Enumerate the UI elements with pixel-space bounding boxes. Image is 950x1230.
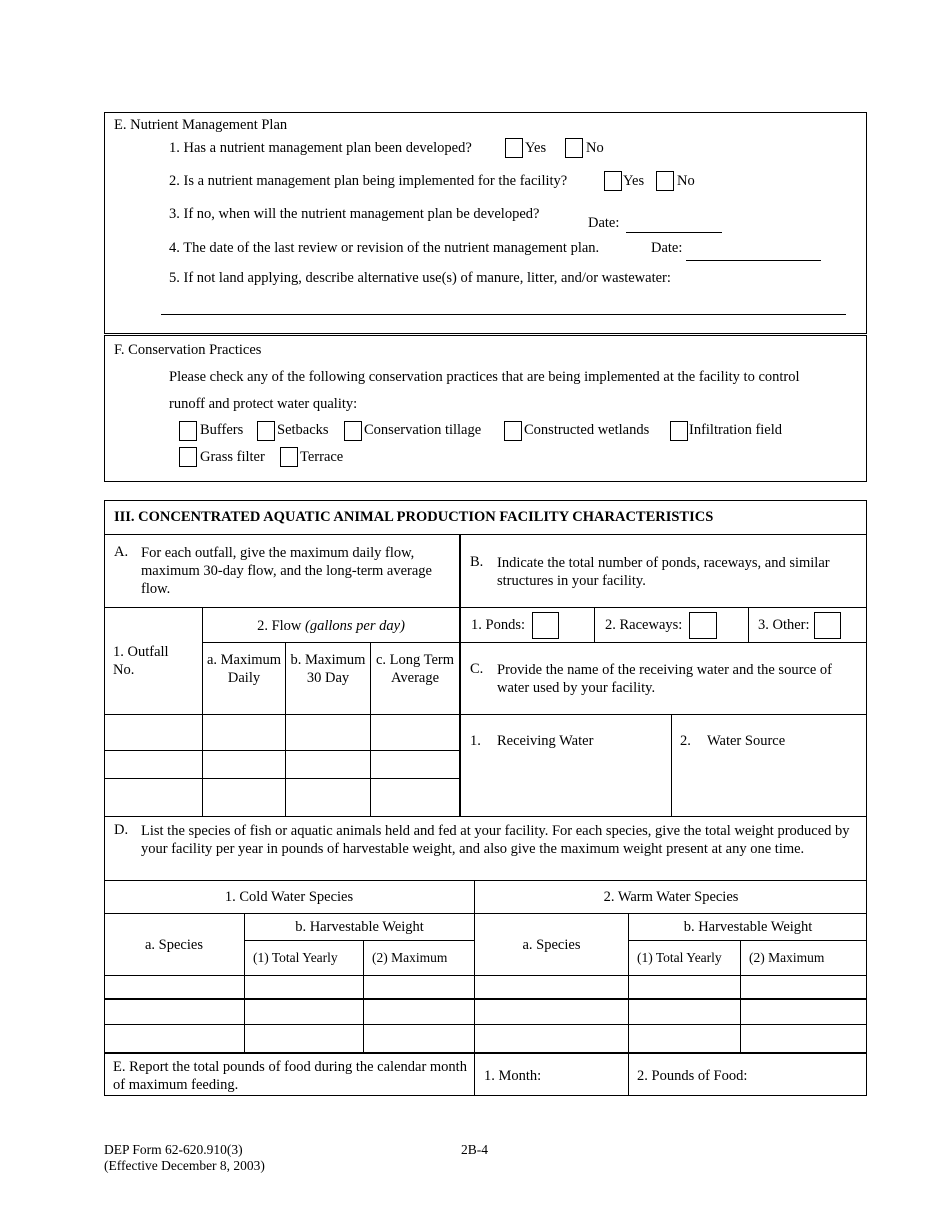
q1-no-label: No xyxy=(586,140,604,156)
part-c-text: Provide the name of the receiving water and the source of water used by your facility. xyxy=(497,662,832,696)
receiving-water-label: Receiving Water xyxy=(497,733,594,749)
infiltration-field-checkbox[interactable] xyxy=(670,421,688,441)
question-2: 2. Is a nutrient management plan being implemented for the facility? xyxy=(169,173,568,189)
divider xyxy=(104,975,867,976)
col-c-header: c. Long Term Average xyxy=(375,652,455,686)
part-d-text: List the species of fish or aquatic animals held and fed at your facility. For each species, give the total weight produced by your facility per year in pounds of harvestable weight, and also give the maximum weight present at any one time. xyxy=(141,823,850,857)
divider xyxy=(459,534,461,816)
question-3: 3. If no, when will the nutrient management plan be developed? xyxy=(169,206,540,222)
buffers-label: Buffers xyxy=(200,422,244,438)
divider xyxy=(104,880,867,881)
divider xyxy=(370,642,371,816)
cold-total-yearly-header: (1) Total Yearly xyxy=(253,950,338,965)
conservation-tillage-checkbox[interactable] xyxy=(344,421,362,441)
q5-answer-field[interactable] xyxy=(161,314,846,315)
q2-yes-checkbox[interactable] xyxy=(604,171,622,191)
table-row xyxy=(104,1024,867,1025)
ponds-input[interactable] xyxy=(532,612,559,639)
divider xyxy=(740,940,741,1053)
section-iii-title: III. CONCENTRATED AQUATIC ANIMAL PRODUCTION FACILITY CHARACTERISTICS xyxy=(114,509,714,525)
part-e-text: E. Report the total pounds of food during the calendar month of maximum feeding. xyxy=(113,1059,467,1093)
form-number: DEP Form 62-620.910(3) xyxy=(104,1142,243,1157)
divider xyxy=(244,940,474,941)
divider xyxy=(202,642,459,643)
divider xyxy=(748,607,749,642)
ponds-label: 1. Ponds: xyxy=(471,617,525,633)
divider xyxy=(104,816,867,817)
q4-date-label: Date: xyxy=(651,240,683,256)
divider xyxy=(104,913,867,914)
table-row xyxy=(104,998,867,1000)
q4-date-field[interactable] xyxy=(686,260,821,261)
question-5: 5. If not land applying, describe alternative use(s) of manure, litter, and/or wastewater: xyxy=(169,270,671,286)
q1-yes-label: Yes xyxy=(525,140,547,156)
divider xyxy=(594,607,595,642)
month-label: 1. Month: xyxy=(484,1068,542,1084)
grass-filter-checkbox[interactable] xyxy=(179,447,197,467)
terrace-label: Terrace xyxy=(300,449,344,465)
section-f-intro-line2: runoff and protect water quality: xyxy=(169,396,358,412)
flow-header xyxy=(203,617,459,635)
q1-no-checkbox[interactable] xyxy=(565,138,583,158)
flow-header-units: (gallons per day) xyxy=(305,618,405,634)
part-c-label: C. xyxy=(470,661,484,677)
cold-species-header: a. Species xyxy=(145,937,203,953)
warm-total-yearly-header: (1) Total Yearly xyxy=(637,950,722,965)
part-b-label: B. xyxy=(470,554,484,570)
warm-water-header: 2. Warm Water Species xyxy=(603,889,739,905)
other-input[interactable] xyxy=(814,612,841,639)
page-number: 2B-4 xyxy=(461,1142,488,1157)
q3-date-label: Date: xyxy=(588,215,620,231)
col-a-header: a. Maximum Daily xyxy=(206,652,282,686)
q2-no-label: No xyxy=(677,173,695,189)
section-f-intro-line1: Please check any of the following conservation practices that are being implemented at the facility to control xyxy=(169,369,800,385)
part-b-text: Indicate the total number of ponds, raceways, and similar structures in your facility. xyxy=(497,555,830,589)
cold-maximum-header: (2) Maximum xyxy=(372,950,448,965)
constructed-wetlands-checkbox[interactable] xyxy=(504,421,522,441)
constructed-wetlands-label: Constructed wetlands xyxy=(524,422,650,438)
divider xyxy=(104,1052,867,1054)
divider xyxy=(363,940,364,1053)
part-d-label: D. xyxy=(114,822,129,838)
q2-yes-label: Yes xyxy=(623,173,645,189)
divider xyxy=(104,607,867,608)
divider xyxy=(461,714,867,715)
question-1: 1. Has a nutrient management plan been developed? xyxy=(169,140,472,156)
divider xyxy=(461,642,867,643)
buffers-checkbox[interactable] xyxy=(179,421,197,441)
warm-species-header: a. Species xyxy=(522,937,581,953)
q1-yes-checkbox[interactable] xyxy=(505,138,523,158)
section-f-title: F. Conservation Practices xyxy=(114,342,262,358)
question-4: 4. The date of the last review or revision of the nutrient management plan. xyxy=(169,240,600,256)
divider xyxy=(285,642,286,816)
divider xyxy=(628,940,867,941)
receiving-water-num: 1. xyxy=(470,733,481,749)
table-row xyxy=(104,778,460,779)
part-a-text: For each outfall, give the maximum daily flow, maximum 30-day flow, and the long-term average flow. xyxy=(141,545,432,597)
section-e-title: E. Nutrient Management Plan xyxy=(114,117,288,133)
divider xyxy=(104,534,867,535)
outfall-no-header: 1. Outfall No. xyxy=(113,644,169,678)
q2-no-checkbox[interactable] xyxy=(656,171,674,191)
grass-filter-label: Grass filter xyxy=(200,449,265,465)
cold-harvestable-header: b. Harvestable Weight xyxy=(295,919,424,935)
water-source-num: 2. xyxy=(680,733,691,749)
other-label: 3. Other: xyxy=(758,617,810,633)
effective-date: (Effective December 8, 2003) xyxy=(104,1158,265,1173)
setbacks-checkbox[interactable] xyxy=(257,421,275,441)
q3-date-field[interactable] xyxy=(626,232,722,233)
col-b-header: b. Maximum 30 Day xyxy=(290,652,366,686)
infiltration-field-label: Infiltration field xyxy=(689,422,783,438)
divider xyxy=(202,607,203,816)
table-row xyxy=(104,750,460,751)
terrace-checkbox[interactable] xyxy=(280,447,298,467)
warm-maximum-header: (2) Maximum xyxy=(749,950,825,965)
part-a-label: A. xyxy=(114,544,129,560)
pounds-of-food-label: 2. Pounds of Food: xyxy=(637,1068,748,1084)
flow-header-prefix: 2. Flow xyxy=(257,618,306,634)
divider xyxy=(671,714,672,816)
raceways-label: 2. Raceways: xyxy=(605,617,683,633)
divider xyxy=(104,714,460,715)
water-source-label: Water Source xyxy=(707,733,786,749)
warm-harvestable-header: b. Harvestable Weight xyxy=(683,919,813,935)
raceways-input[interactable] xyxy=(689,612,717,639)
conservation-tillage-label: Conservation tillage xyxy=(364,422,482,438)
cold-water-header: 1. Cold Water Species xyxy=(224,889,354,905)
setbacks-label: Setbacks xyxy=(277,422,329,438)
